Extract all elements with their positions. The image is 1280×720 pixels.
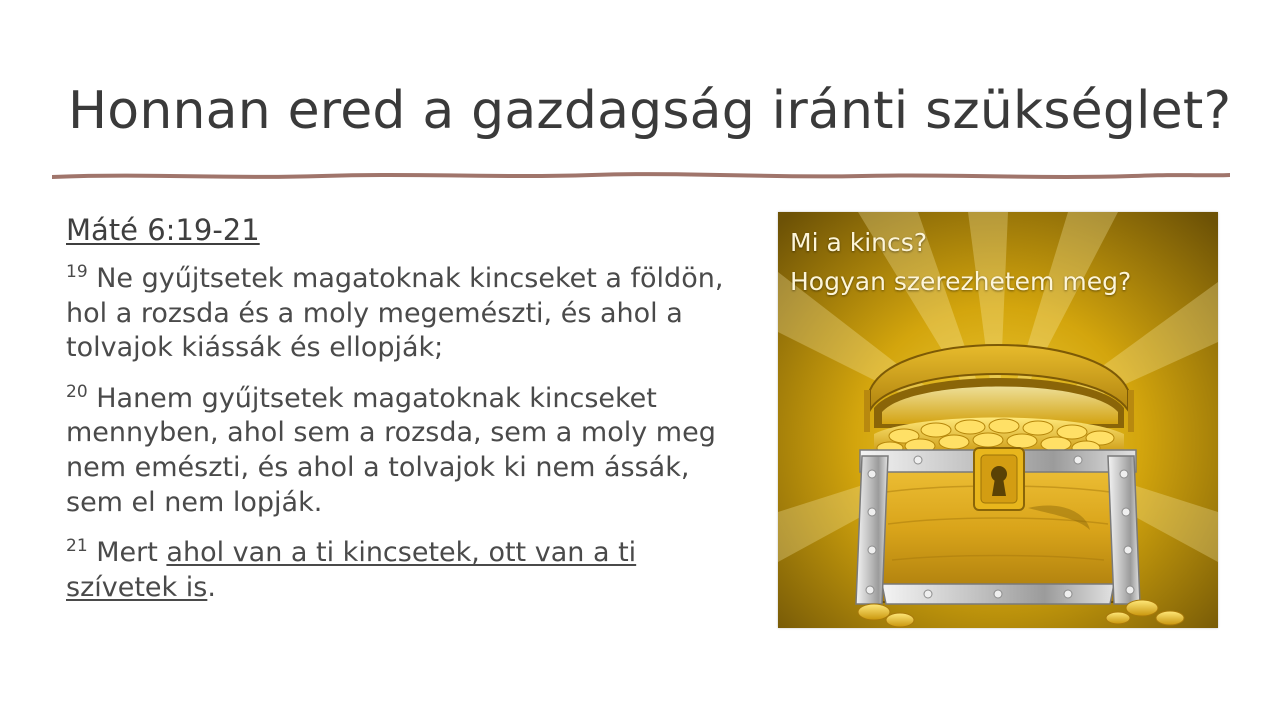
verse-text-21-lead: Mert: [87, 537, 167, 569]
verse-text-20: Hanem gyűjtsetek magatoknak kincseket mennyben, ahol sem a rozsda, sem a moly meg nem emészti, és ahol a tolvajok ki nem ássák, sem el nem lopják.: [66, 382, 716, 518]
page-title: Honnan ered a gazdagság iránti szükséglet?: [68, 81, 1232, 141]
image-caption-line1: Mi a kincs?: [790, 228, 928, 257]
verse-number-20: 20: [66, 381, 88, 402]
verse-text-21-tail: .: [207, 571, 216, 603]
verse-number-19: 19: [66, 262, 88, 283]
verse-20: [66, 382, 726, 520]
verse-21: [66, 536, 726, 605]
treasure-chest-image: [778, 212, 1218, 628]
scripture-reference: Máté 6:19-21: [66, 213, 260, 247]
verse-number-21: 21: [66, 536, 88, 557]
verse-text-21-emphasis: ahol van a ti kincsetek, ott van a ti szívetek is: [66, 537, 637, 603]
verse-19: [66, 262, 726, 366]
verse-text-19: Ne gyűjtsetek magatoknak kincseket a földön, hol a rozsda és a moly megemészti, és ahol a tolvajok kiássák és ellopják;: [66, 263, 724, 364]
image-caption-line2: Hogyan szerezhetem meg?: [790, 266, 1132, 296]
title-divider: [52, 168, 1230, 180]
scripture-block: [66, 212, 726, 605]
